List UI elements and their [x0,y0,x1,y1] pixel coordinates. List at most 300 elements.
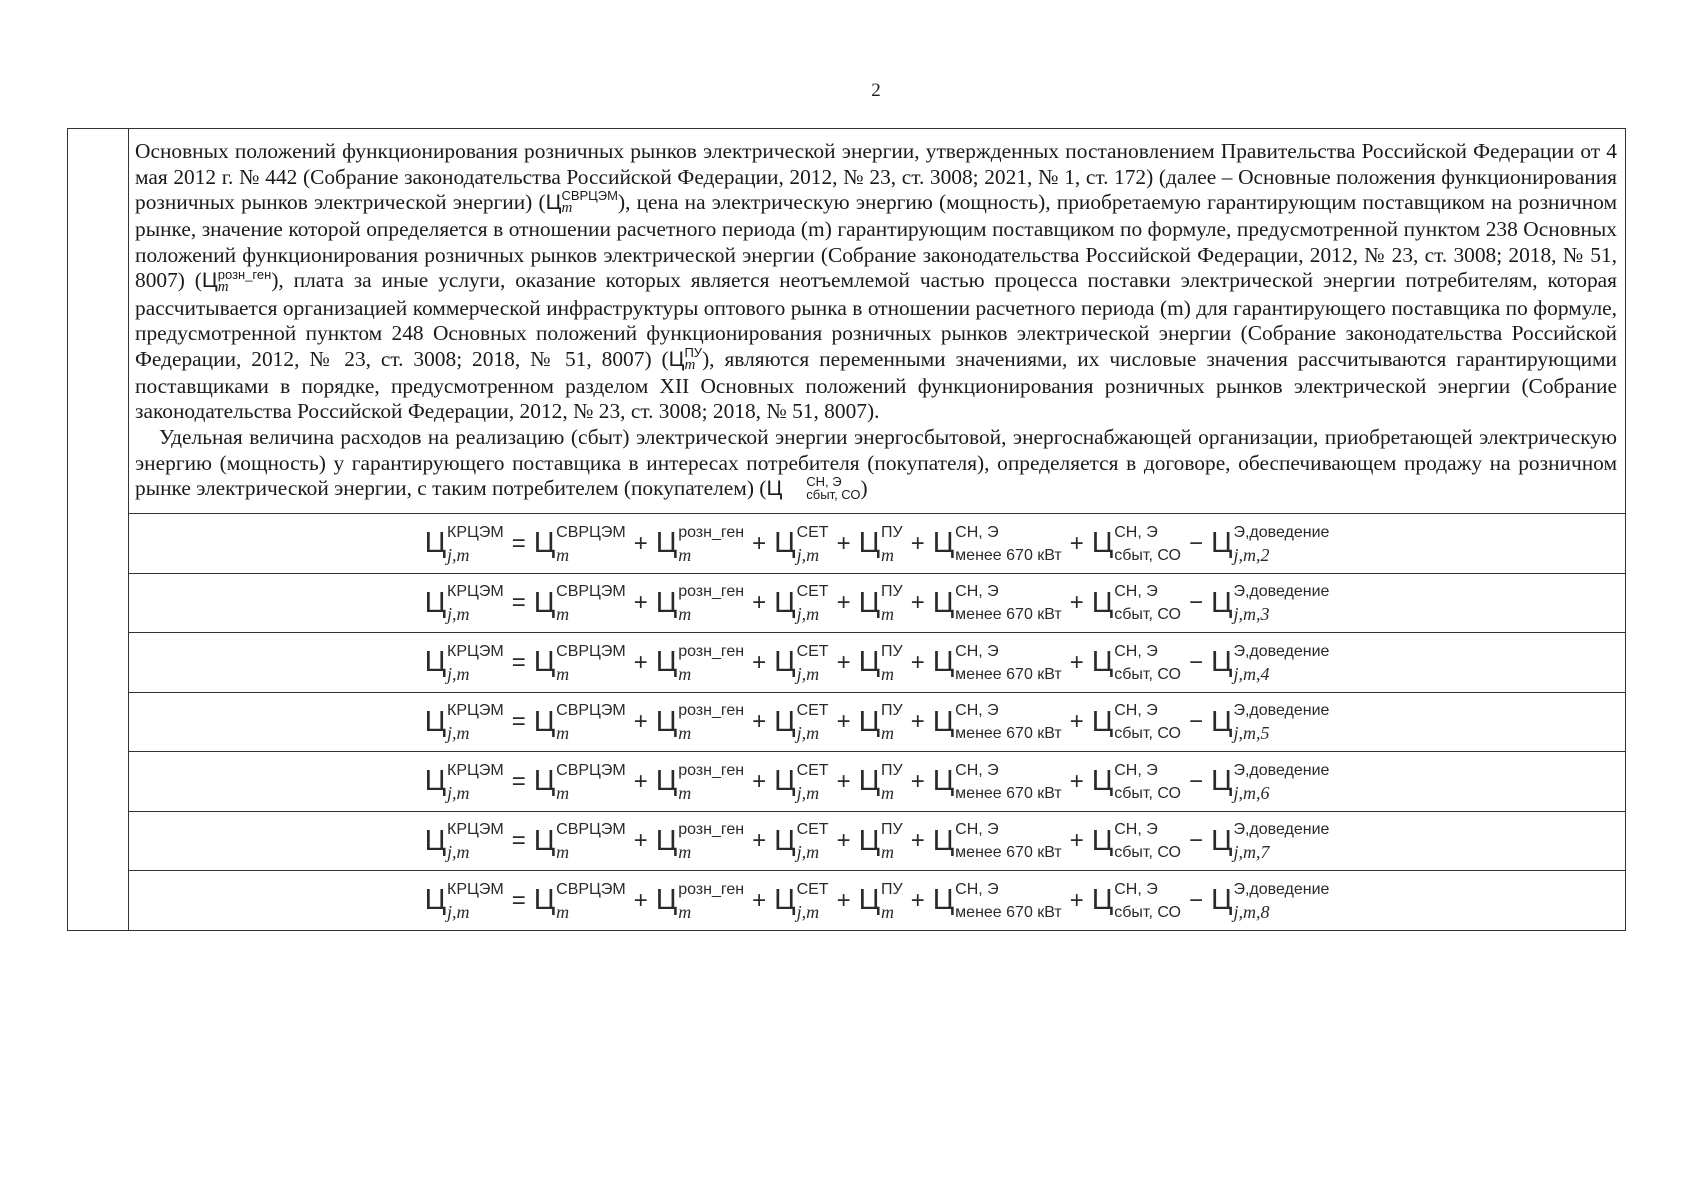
term-indices [1114,761,1181,802]
term-base: Ц [424,586,447,619]
term-base: Ц [1211,765,1233,798]
term-base: Ц [533,705,556,738]
term-sup: СВРЦЭМ [556,642,626,660]
term-sub: m [678,842,692,863]
paragraph-2 [135,425,1617,503]
term-sup: Э,доведение [1233,523,1330,541]
operator: + [752,827,767,855]
symbol-sup: розн_ген [217,266,272,282]
formula-term-sn-menee [932,880,1062,921]
term-sub: j,m,2 [1233,544,1270,565]
term-sup: СЕТ [796,821,829,839]
term-sup: КРЦЭМ [447,821,504,839]
term-indices [447,761,504,803]
term-sup: СН, Э [1114,583,1158,601]
formula-term-rozn-gen [655,761,745,803]
formula-row [129,514,1625,574]
term-base: Ц [655,586,678,619]
term-base: Ц [655,884,678,917]
operator: + [836,767,851,795]
term-sup: СН, Э [955,880,999,898]
term-base: Ц [655,765,678,798]
operator: + [910,767,925,795]
term-base: Ц [1091,527,1114,560]
term-sup: ПУ [881,821,903,839]
term-sub: j,m [447,544,470,565]
operator: + [1069,827,1084,855]
term-sup: СН, Э [955,523,999,541]
formula-term-sn-sbyt [1091,880,1181,921]
term-indices [447,642,504,684]
formula-term-rozn-gen [655,821,745,863]
page-number: 2 [871,80,881,101]
term-base: Ц [1091,705,1114,738]
term-sub: m [881,782,895,803]
term-sup: СН, Э [955,761,999,779]
term-base: Ц [858,527,881,560]
operator: = [511,827,526,855]
term-sup: СН, Э [1114,761,1158,779]
operator: = [511,529,526,557]
term-indices [1233,702,1330,744]
symbol-sup: СВРЦЭМ [561,188,618,204]
term-base: Ц [932,705,955,738]
operator: + [836,529,851,557]
term-sub: j,m [447,842,470,863]
term-base: Ц [1211,527,1233,560]
term-sup: Э,доведение [1233,761,1330,779]
term-sub: m [881,604,895,625]
operator: + [1069,648,1084,676]
term-indices [881,702,903,744]
paragraph-1-text-c: ), плата за иные услуги, оказание которых является неотъемлемой частью процесса поставки электрической энергии потребителям, которая рассчитывается организацией коммерческой инфраструктуры оптового рынка в отношении расчетного периода (m) для гарантирующего поставщика по формуле, предусмотренной пунктом 248 Основных положений функционирования розничных рынков электрической энергии (Собрание законодательства Российской Федерации, 2012, № 23, ст. 3008; 2018, № 51, 8007) ( [135,268,1617,371]
term-indices [881,821,903,863]
term-indices [881,880,903,922]
term-sub: j,m,8 [1233,901,1270,922]
term-indices [955,821,1062,862]
term-sub: j,m [447,901,470,922]
term-sup: СН, Э [955,821,999,839]
paragraph-1 [135,139,1617,425]
term-base: Ц [424,705,447,738]
operator: + [910,886,925,914]
formula-term-sn-sbyt [1091,702,1181,743]
term-sub: m [556,604,570,625]
term-indices [796,702,829,744]
formula-term-set [774,821,829,863]
term-sup: СЕТ [796,642,829,660]
symbol-sub: m [561,200,573,217]
term-sub: сбыт, СО [1114,844,1181,862]
term-sub: j,m [447,723,470,744]
term-indices [556,583,626,625]
term-sub: j,m,6 [1233,782,1270,803]
term-sub: m [556,842,570,863]
term-indices [881,761,903,803]
formula-term-dovedenie [1211,583,1330,625]
formula-term-svrcem [533,523,626,565]
term-indices [955,761,1062,802]
term-sub: m [881,842,895,863]
operator: − [1189,529,1204,557]
symbol-base: Ц [766,476,783,501]
term-sub: менее 670 кВт [955,844,1062,862]
term-sup: розн_ген [678,821,745,839]
term-sub: сбыт, СО [1114,606,1181,624]
formula-term-set [774,880,829,922]
term-indices [881,523,903,565]
term-base: Ц [655,527,678,560]
formula-term-sn-menee [932,821,1062,862]
term-sub: m [678,782,692,803]
term-base: Ц [533,884,556,917]
term-indices [881,583,903,625]
operator: + [752,767,767,795]
term-sub: m [678,901,692,922]
operator: + [910,708,925,736]
term-sup: Э,доведение [1233,583,1330,601]
table-right-column [129,129,1625,930]
term-sup: СВРЦЭМ [556,880,626,898]
formula-term-sn-sbyt [1091,761,1181,802]
term-sup: СН, Э [1114,642,1158,660]
formula-term-dovedenie [1211,821,1330,863]
operator: + [752,589,767,617]
symbol-sub: сбыт, СО [806,487,861,503]
operator: + [910,648,925,676]
term-indices [955,880,1062,921]
formula-row [129,812,1625,872]
term-sub: j,m,3 [1233,604,1270,625]
formula-list [129,514,1625,930]
term-sup: СВРЦЭМ [556,821,626,839]
term-base: Ц [655,646,678,679]
term-indices [1114,583,1181,624]
formula-term-sn-menee [932,523,1062,564]
formula-term-dovedenie [1211,702,1330,744]
term-sup: СЕТ [796,880,829,898]
term-indices [678,880,745,922]
term-base: Ц [424,824,447,857]
formula-term-sn-menee [932,642,1062,683]
term-indices [955,523,1062,564]
term-indices [447,880,504,922]
term-sup: ПУ [881,880,903,898]
formula-term-svrcem [533,702,626,744]
term-base: Ц [1211,884,1233,917]
formula-term-krcem [424,702,504,744]
formula-term-svrcem [533,642,626,684]
term-sup: розн_ген [678,880,745,898]
formula-term-rozn-gen [655,642,745,684]
formula-term-pu [858,523,903,565]
formula-term-dovedenie [1211,642,1330,684]
term-sub: m [881,663,895,684]
term-sup: СВРЦЭМ [556,702,626,720]
formula-term-sn-menee [932,702,1062,743]
operator: + [633,886,648,914]
term-base: Ц [932,884,955,917]
paragraph-2-text-a: Удельная величина расходов на реализацию (сбыт) электрической энергии энергосбытовой, энергоснабжающей организации, приобретающей электрическую энергию (мощность) у гарантирующего поставщика в интересах потребителя (покупателя), определяется в договоре, обеспечивающем продажу на розничном рынке электрической энергии, с таким потребителем (покупателем) ( [135,425,1617,501]
term-indices [556,702,626,744]
term-sub: m [881,544,895,565]
term-indices [1233,523,1330,565]
term-sup: Э,доведение [1233,702,1330,720]
symbol-rozn-gen [201,266,272,295]
term-indices [556,821,626,863]
term-sup: КРЦЭМ [447,523,504,541]
formula-term-dovedenie [1211,523,1330,565]
operator: − [1189,648,1204,676]
formula-term-krcem [424,880,504,922]
term-sup: КРЦЭМ [447,583,504,601]
formula-term-svrcem [533,583,626,625]
term-sup: ПУ [881,583,903,601]
term-sup: КРЦЭМ [447,642,504,660]
operator: + [1069,886,1084,914]
term-indices [1114,880,1181,921]
term-sup: Э,доведение [1233,642,1330,660]
term-sub: j,m [447,782,470,803]
term-base: Ц [858,765,881,798]
formula-term-sn-menee [932,583,1062,624]
symbol-svrcem [545,188,618,217]
term-base: Ц [932,765,955,798]
operator: + [633,708,648,736]
symbol-base: Ц [668,346,685,371]
term-indices [955,642,1062,683]
operator: + [836,708,851,736]
term-sup: розн_ген [678,761,745,779]
formula-row [129,574,1625,634]
term-sub: j,m,7 [1233,842,1270,863]
formula-term-krcem [424,761,504,803]
term-base: Ц [1091,765,1114,798]
term-sub: j,m,5 [1233,723,1270,744]
operator: + [910,529,925,557]
term-indices [1233,761,1330,803]
term-sup: СВРЦЭМ [556,761,626,779]
term-sub: сбыт, СО [1114,784,1181,802]
term-base: Ц [424,527,447,560]
term-sub: менее 670 кВт [955,784,1062,802]
operator: − [1189,708,1204,736]
symbol-sup: СН, Э [806,474,842,490]
operator: = [511,767,526,795]
paragraph-1-text-d: ), являются переменными значениями, их числовые значения рассчитываются гарантирующими поставщиками в порядке, предусмотренном разделом XII Основных положений функционирования розничных рынков электрической энергии (Собрание законодательства Российской Федерации, 2012, № 23, ст. 3008; 2018, № 51, 8007). [135,346,1617,424]
term-indices [447,702,504,744]
operator: − [1189,589,1204,617]
operator: + [1069,767,1084,795]
term-base: Ц [1211,824,1233,857]
term-indices [447,821,504,863]
term-indices [955,583,1062,624]
term-base: Ц [655,705,678,738]
term-indices [447,583,504,625]
term-sub: j,m [796,723,820,744]
term-sup: КРЦЭМ [447,761,504,779]
term-base: Ц [1211,646,1233,679]
paragraph-1-text-b: ), цена на электрическую энергию (мощность), приобретаемую гарантирующим поставщиком на розничном рынке, значение которой определяется в отношении расчетного периода (m) гарантирующим поставщиком по формуле, предусмотренной пунктом 238 Основных положений функционирования розничных рынков электрической энергии (Собрание законодательства Российской Федерации, 2012, № 23, ст. 3008; 2018, № 51, 8007) ( [135,190,1617,293]
term-sup: ПУ [881,761,903,779]
formula-term-pu [858,880,903,922]
formula-term-pu [858,821,903,863]
term-indices [1233,583,1330,625]
term-sub: j,m,4 [1233,663,1270,684]
term-base: Ц [774,705,796,738]
term-sup: СЕТ [796,702,829,720]
term-base: Ц [858,646,881,679]
formula-term-pu [858,583,903,625]
operator: + [633,589,648,617]
term-indices [1114,702,1181,743]
formula-term-set [774,642,829,684]
term-indices [678,702,745,744]
term-indices [1114,523,1181,564]
term-base: Ц [932,586,955,619]
formula-term-krcem [424,523,504,565]
term-indices [796,642,829,684]
term-indices [678,821,745,863]
term-sub: менее 670 кВт [955,903,1062,921]
term-indices [556,880,626,922]
term-sup: розн_ген [678,583,745,601]
term-indices [796,880,829,922]
formula-row [129,693,1625,753]
term-indices [678,583,745,625]
term-sup: СВРЦЭМ [556,583,626,601]
operator: + [1069,708,1084,736]
term-base: Ц [932,646,955,679]
term-base: Ц [774,646,796,679]
term-indices [678,523,745,565]
formula-term-svrcem [533,880,626,922]
term-sub: менее 670 кВт [955,606,1062,624]
term-sub: сбыт, СО [1114,546,1181,564]
symbol-sub: m [684,356,696,373]
term-base: Ц [655,824,678,857]
term-base: Ц [858,705,881,738]
formula-row [129,633,1625,693]
operator: − [1189,886,1204,914]
term-sub: менее 670 кВт [955,725,1062,743]
operator: + [752,886,767,914]
term-sub: m [881,901,895,922]
term-sup: Э,доведение [1233,880,1330,898]
operator: + [836,827,851,855]
term-indices [556,642,626,684]
symbol-pu [668,344,703,373]
term-indices [556,761,626,803]
term-sup: СН, Э [1114,523,1158,541]
term-sub: j,m [796,604,820,625]
term-sup: СН, Э [955,642,999,660]
term-base: Ц [932,824,955,857]
term-sub: m [881,723,895,744]
symbol-indices [218,268,272,294]
symbol-indices [684,346,702,372]
operator: + [910,827,925,855]
term-indices [447,523,504,565]
term-indices [678,642,745,684]
symbol-sub: m [217,278,229,295]
term-sub: сбыт, СО [1114,665,1181,683]
term-sub: j,m [796,544,820,565]
term-base: Ц [858,586,881,619]
formula-term-sn-sbyt [1091,583,1181,624]
formula-term-svrcem [533,821,626,863]
formula-term-svrcem [533,761,626,803]
operator: = [511,648,526,676]
operator: + [633,827,648,855]
term-base: Ц [533,765,556,798]
formula-term-set [774,583,829,625]
term-base: Ц [533,586,556,619]
symbol-sup: ПУ [684,344,703,360]
term-base: Ц [533,824,556,857]
formula-term-sn-menee [932,761,1062,802]
paragraph-1-text-a: Основных положений функционирования розничных рынков электрической энергии, утвержденных постановлением Правительства Российской Федерации от 4 мая 2012 г. № 442 (Собрание законодательства Российской Федерации, 2012, № 23, ст. 3008; 2021, № 1, ст. 172) (далее – Основные положения функционирования розничных рынков электрической энергии) ( [135,139,1617,215]
term-sub: j,m [796,782,820,803]
term-base: Ц [774,765,796,798]
term-base: Ц [1211,705,1233,738]
operator: + [1069,589,1084,617]
operator: + [836,589,851,617]
formula-term-rozn-gen [655,702,745,744]
formula-row [129,871,1625,930]
term-sub: m [556,544,570,565]
term-base: Ц [774,586,796,619]
term-indices [955,702,1062,743]
term-sub: m [678,723,692,744]
document-table [67,128,1626,931]
term-sub: менее 670 кВт [955,546,1062,564]
formula-term-pu [858,761,903,803]
term-indices [881,642,903,684]
term-sub: m [556,901,570,922]
term-sup: СЕТ [796,583,829,601]
term-indices [1233,821,1330,863]
term-base: Ц [774,824,796,857]
operator: = [511,886,526,914]
symbol-sbyt-so [766,474,861,503]
formula-term-set [774,523,829,565]
term-sub: m [556,663,570,684]
term-sub: менее 670 кВт [955,665,1062,683]
term-base: Ц [1091,824,1114,857]
term-sup: СН, Э [1114,702,1158,720]
term-sub: сбыт, СО [1114,903,1181,921]
formula-term-dovedenie [1211,880,1330,922]
term-sub: j,m [796,663,820,684]
term-sub: сбыт, СО [1114,725,1181,743]
formula-term-krcem [424,642,504,684]
term-base: Ц [858,884,881,917]
term-sup: Э,доведение [1233,821,1330,839]
term-sub: j,m [796,842,820,863]
term-sub: j,m [447,604,470,625]
term-base: Ц [424,884,447,917]
term-indices [796,583,829,625]
term-sup: СН, Э [1114,821,1158,839]
formula-term-rozn-gen [655,880,745,922]
paragraph-2-text-b: ) [860,476,868,501]
term-sup: розн_ген [678,642,745,660]
term-sup: розн_ген [678,702,745,720]
term-sub: m [556,723,570,744]
term-indices [1233,642,1330,684]
operator: + [752,529,767,557]
